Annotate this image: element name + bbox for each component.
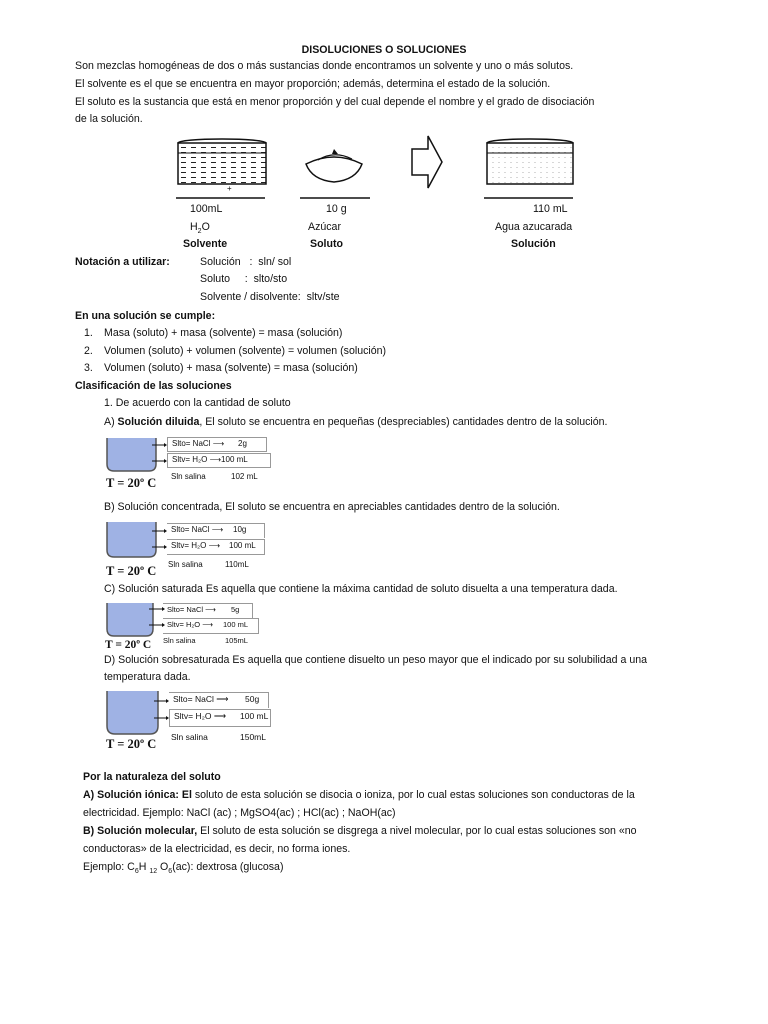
beaker-icon — [104, 689, 176, 737]
molecular-description: B) Solución molecular, El soluto de esta solución se disgrega a nivel molecular, por lo cual estas soluciones son «no — [83, 825, 637, 837]
classification-heading: Clasificación de las soluciones — [75, 380, 232, 392]
plus-sign: + — [227, 184, 232, 193]
mixing-diagram — [0, 0, 768, 210]
ionic-example: electricidad. Ejemplo: NaCl (ac) ; MgSO4(ac) ; HCl(ac) ; NaOH(ac) — [83, 807, 396, 819]
solvent-row: Sltv= H₂O ⟶ 100 mL — [169, 709, 271, 727]
solvent-formula: $H_2O$ — [190, 221, 210, 236]
solution-row-value: 105mL — [225, 636, 248, 645]
solvent-row: Sltv= H₂O ⟶ 100 mL — [167, 539, 265, 555]
solution-row-label: Sln salina — [171, 472, 206, 481]
saturated-description: C) Solución saturada Es aquella que contiene la máxima cantidad de soluto disuelta a una temperatura dada. — [104, 583, 618, 595]
solution-row-value: 150mL — [240, 732, 266, 742]
list-item-number: 1. — [84, 327, 93, 339]
solute-dish-icon — [300, 149, 370, 198]
arrow-right-icon — [412, 136, 442, 188]
solution-row-label: Sln salina — [168, 560, 203, 569]
solvent-row: Sltv= H₂O ⟶100 mL — [167, 453, 271, 468]
notation-row: Solvente / disolvente: sltv/ste — [200, 291, 340, 303]
notation-heading: Notación a utilizar: — [75, 256, 170, 268]
supersaturated-description: D) Solución sobresaturada Es aquella que contiene disuelto un peso mayor que el indicado por su solubilidad a una — [104, 654, 647, 666]
solution-row-label: Sln salina — [171, 732, 208, 742]
notation-row: Soluto : slto/sto — [200, 273, 288, 285]
classification-subheading: 1. De acuerdo con la cantidad de soluto — [104, 397, 291, 409]
ionic-description: A) Solución iónica: El soluto de esta solución se disocia o ioniza, por lo cual estas soluciones son conductoras de la — [83, 789, 635, 801]
nature-heading: Por la naturaleza del soluto — [83, 771, 221, 783]
solute-mass: 10 g — [326, 203, 347, 215]
solvent-container-icon — [176, 139, 266, 198]
solution-row-label: Sln salina — [163, 636, 196, 645]
temperature-label: T = 20º C — [106, 476, 157, 490]
solution-container-icon — [484, 139, 573, 198]
fulfill-heading: En una solución se cumple: — [75, 310, 216, 322]
list-item-number: 2. — [84, 345, 93, 357]
intro-line-4: de la solución. — [75, 113, 143, 125]
solution-row-value: 102 mL — [231, 472, 258, 481]
temperature-label: T = 20º C — [106, 564, 157, 578]
temperature-label: T = 20º C — [106, 737, 157, 751]
list-item: Volumen (soluto) + masa (solvente) = masa (solución) — [104, 362, 358, 374]
list-item: Volumen (soluto) + volumen (solvente) = volumen (solución) — [104, 345, 387, 357]
solution-row-value: 110mL — [225, 560, 249, 569]
solute-row: Slto= NaCl ⟶ 50g — [169, 692, 269, 708]
beaker-icon — [104, 601, 164, 639]
beaker-icon — [104, 520, 164, 560]
solvent-label: Solvente — [183, 238, 228, 250]
concentrated-description: B) Solución concentrada, El soluto se encuentra en apreciables cantidades dentro de la solución. — [104, 501, 560, 513]
solution-name: Agua azucarada — [495, 221, 573, 233]
intro-line-1: Son mezclas homogéneas de dos o más sustancias donde encontramos un solvente y uno o más solutos. — [75, 60, 574, 72]
temperature-label: T = 20º C — [105, 639, 152, 651]
solvent-volume: 100mL — [190, 203, 223, 215]
solute-row: Slto= NaCl ⟶ 2g — [167, 437, 267, 452]
list-item-number: 3. — [84, 362, 93, 374]
list-item: Masa (soluto) + masa (solvente) = masa (solución) — [104, 327, 343, 339]
supersaturated-description-end: temperatura dada. — [104, 671, 191, 683]
intro-line-2: El solvente es el que se encuentra en mayor proporción; además, determina el estado de la solución. — [75, 78, 551, 90]
molecular-description-end: conductoras» de la electricidad, es decir, no forma iones. — [83, 843, 351, 855]
solute-row: Slto= NaCl ⟶ 10g — [167, 523, 265, 538]
solute-label: Soluto — [310, 238, 343, 250]
solution-volume: 110 mL — [533, 203, 568, 215]
solute-row: Slto= NaCl ⟶ 5g — [163, 603, 253, 618]
solution-label: Solución — [511, 238, 556, 250]
diluted-description: A) Solución diluida, El soluto se encuentra en pequeñas (despreciables) cantidades dentro de la solución. — [104, 416, 608, 428]
solute-name: Azúcar — [308, 221, 341, 233]
solvent-row: Sltv= H₂O ⟶ 100 mL — [163, 618, 259, 634]
molecular-example: Ejemplo: $C_6H$ $_{12}$ $O_6(ac)$: dextrosa (glucosa) — [83, 861, 284, 876]
intro-line-3: El soluto es la sustancia que está en menor proporción y del cual depende el nombre y el grado de disociación — [75, 96, 595, 108]
beaker-icon — [104, 436, 164, 474]
page-title: DISOLUCIONES O SOLUCIONES — [301, 44, 467, 56]
notation-row: Solución : sln/ sol — [200, 256, 292, 268]
